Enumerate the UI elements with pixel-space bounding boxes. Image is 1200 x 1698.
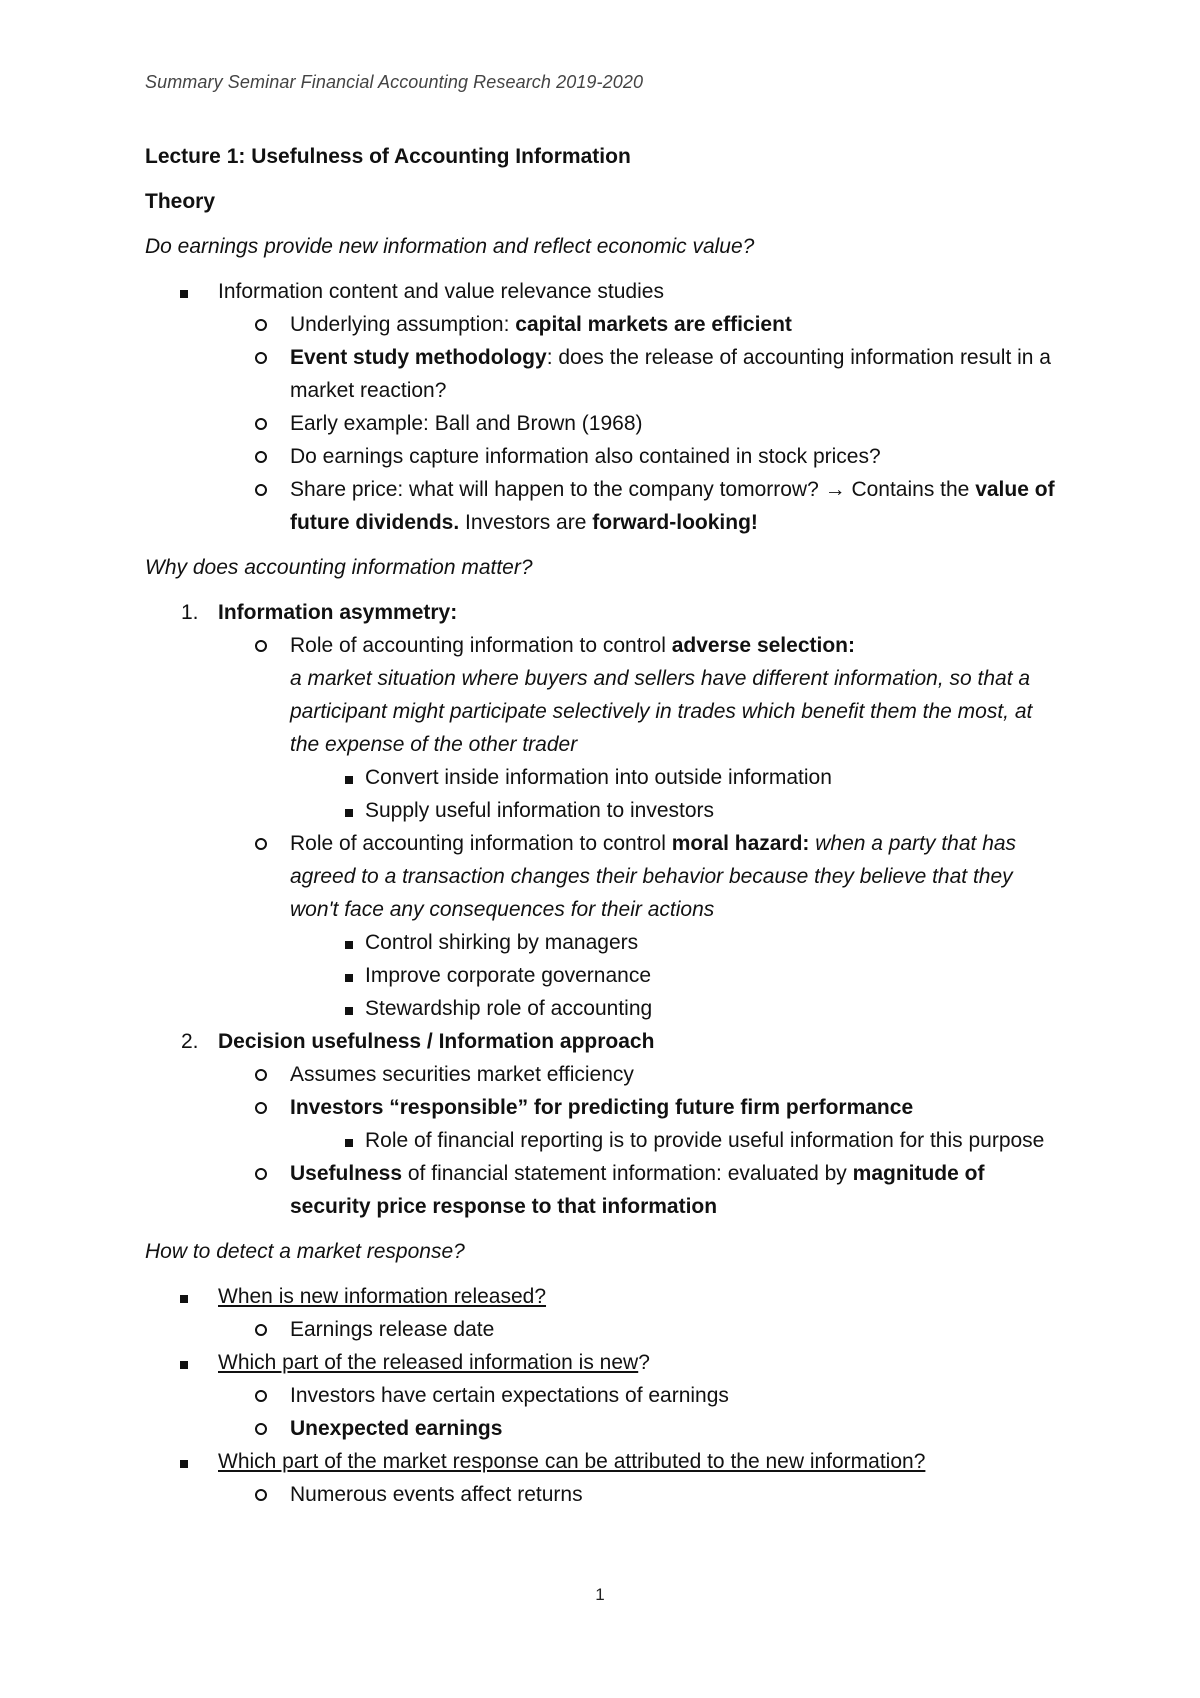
square-bullet-icon [345, 926, 353, 959]
square-bullet-icon [345, 794, 353, 827]
square-bullet-icon [180, 275, 188, 308]
circle-bullet-icon [255, 440, 267, 473]
list-item: Assumes securities market efficiency [145, 1058, 1065, 1091]
list-earnings [145, 275, 1065, 539]
list-item: Earnings release date [145, 1313, 1065, 1346]
circle-bullet-icon [255, 1058, 267, 1091]
circle-bullet-icon [255, 1412, 267, 1445]
square-bullet-icon [180, 1280, 188, 1313]
list-item: Which part of the market response can be attributed to the new information? [145, 1445, 1065, 1478]
list-item: Investors “responsible” for predicting future firm performance [145, 1091, 1065, 1124]
lecture-title: Lecture 1: Usefulness of Accounting Information [145, 145, 631, 168]
definition-moral-hazard: when a party that has agreed to a transaction changes their behavior because they believe that they won't face any consequences for their actions [290, 832, 1017, 921]
list-why-matters [145, 596, 1065, 1223]
square-bullet-icon [180, 1346, 188, 1379]
list-item: Control shirking by managers [145, 926, 1065, 959]
list-item: When is new information released? [145, 1280, 1065, 1313]
list-item: Role of accounting information to control adverse selection: a market situation where buyers and sellers have different information, so that a participant might participate selectively in trades which benefit them the most, at the expense of the other trader [145, 629, 1065, 761]
square-bullet-icon [180, 1445, 188, 1478]
question-heading-3: How to detect a market response? [145, 1240, 465, 1263]
question-heading-2: Why does accounting information matter? [145, 556, 533, 579]
list-item: Which part of the released information is new? [145, 1346, 1065, 1379]
circle-bullet-icon [255, 1157, 267, 1190]
square-bullet-icon [345, 761, 353, 794]
circle-bullet-icon [255, 407, 267, 440]
circle-bullet-icon [255, 473, 267, 506]
list-item: 1. Information asymmetry: [145, 596, 1065, 629]
list-item: 2. Decision usefulness / Information approach [145, 1025, 1065, 1058]
list-item: Early example: Ball and Brown (1968) [145, 407, 1065, 440]
square-bullet-icon [345, 959, 353, 992]
section-heading-theory: Theory [145, 190, 216, 213]
list-item: Supply useful information to investors [145, 794, 1065, 827]
list-item: Role of financial reporting is to provide useful information for this purpose [145, 1124, 1065, 1157]
running-header: Summary Seminar Financial Accounting Research 2019-2020 [145, 72, 644, 92]
square-bullet-icon [345, 992, 353, 1025]
page-number: 1 [595, 1585, 605, 1604]
list-item: Unexpected earnings [145, 1412, 1065, 1445]
list-item: Underlying assumption: capital markets are efficient [145, 308, 1065, 341]
list-item: Share price: what will happen to the company tomorrow? → Contains the value of future dividends. Investors are forward-looking! [145, 473, 1065, 539]
list-item: Role of accounting information to control moral hazard: when a party that has agreed to a transaction changes their behavior because they believe that they won't face any consequences for their actions [145, 827, 1065, 926]
list-item: Usefulness of financial statement information: evaluated by magnitude of security price response to that information [145, 1157, 1065, 1223]
circle-bullet-icon [255, 308, 267, 341]
circle-bullet-icon [255, 629, 267, 662]
circle-bullet-icon [255, 1379, 267, 1412]
list-number: 1. [181, 601, 199, 624]
list-item: Numerous events affect returns [145, 1478, 1065, 1511]
list-item: Do earnings capture information also contained in stock prices? [145, 440, 1065, 473]
circle-bullet-icon [255, 1478, 267, 1511]
circle-bullet-icon [255, 827, 267, 860]
list-item: Information content and value relevance studies [145, 275, 1065, 308]
list-item: Convert inside information into outside information [145, 761, 1065, 794]
list-item: Stewardship role of accounting [145, 992, 1065, 1025]
list-item: Investors have certain expectations of earnings [145, 1379, 1065, 1412]
square-bullet-icon [345, 1124, 353, 1157]
circle-bullet-icon [255, 1091, 267, 1124]
circle-bullet-icon [255, 1313, 267, 1346]
list-item: Event study methodology: does the release of accounting information result in a market reaction? [145, 341, 1065, 407]
definition-adverse-selection: a market situation where buyers and sellers have different information, so that a participant might participate selectively in trades which benefit them the most, at the expense of the other trader [290, 667, 1033, 756]
list-market-response [145, 1280, 1065, 1511]
right-arrow-icon: → [824, 478, 846, 501]
list-item: Improve corporate governance [145, 959, 1065, 992]
page-body [145, 140, 1065, 1511]
list-number: 2. [181, 1030, 199, 1053]
question-heading-1: Do earnings provide new information and reflect economic value? [145, 235, 755, 258]
circle-bullet-icon [255, 341, 267, 374]
